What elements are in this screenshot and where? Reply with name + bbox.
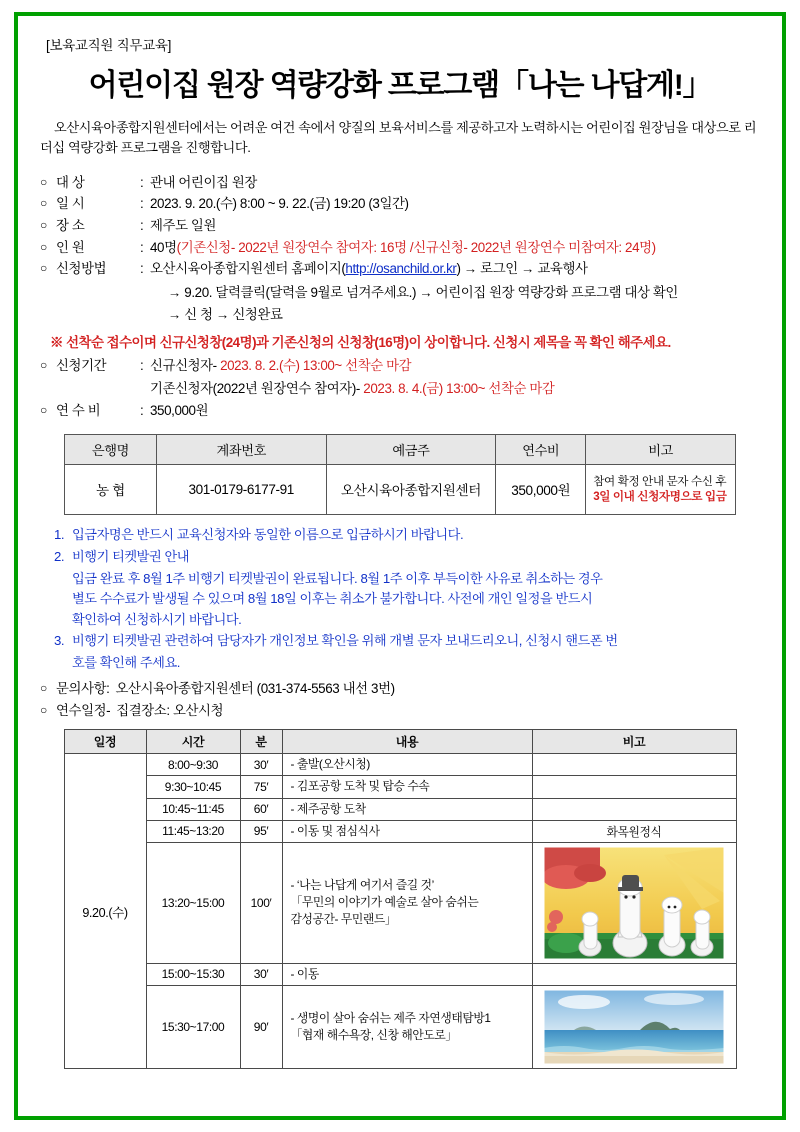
table-row [65,464,736,514]
term-2-sub-line-3: 확인하여 신청하시기 바랍니다. [72,612,242,628]
table-row [64,963,736,985]
footer-info-list [40,678,760,721]
colon: : [140,402,144,418]
colon: : [140,218,144,233]
bank-note-line-2: 3일 이내 신청자명으로 입금 [593,490,727,504]
moomin-land-photo [544,847,724,959]
schedule-duration-cell: 75′ [240,776,282,798]
people-count: 40명 [150,239,177,255]
table-header-row [65,434,736,464]
bank-col-header-bank: 은행명 [65,434,157,464]
info-row-gather [40,700,760,722]
schedule-duration-cell: 90′ [240,985,282,1068]
schedule-remark-cell [532,798,736,820]
info-row-inquiry [40,678,760,700]
content-line-1: - ‘나는 나답게 여기서 즐길 것’ [290,878,434,893]
term-number: 1. [54,526,65,542]
bank-col-header-note: 비고 [586,434,736,464]
sched-col-header-date: 일정 [64,730,146,754]
schedule-remark-cell [532,842,736,963]
content-line-2: 「협재 해수욕장, 신창 해안도로」 [290,1027,457,1042]
term-number: 2. [54,548,65,564]
schedule-content-cell: - 제주공항 도착 [282,798,532,820]
content-line-1: - 생명이 살아 숨쉬는 제주 자연생태탐방1 [290,1010,491,1025]
circle-bullet-icon: ○ [40,702,47,717]
circle-bullet-icon: ○ [40,261,47,276]
schedule-table-body [64,754,736,1068]
inquiry-value: 오산시육아종합지원센터 (031-374-5563 내선 3번) [115,680,395,696]
schedule-content-cell [282,985,532,1068]
fee-list [40,400,760,422]
bank-table-body [65,464,736,514]
circle-bullet-icon: ○ [40,357,47,372]
table-row [64,754,736,776]
jeju-beach-photo [544,990,724,1064]
bank-account-table [64,434,736,515]
info-value-people [150,237,760,259]
info-label-period: 신청기간 [56,357,107,373]
schedule-duration-cell: 95′ [240,820,282,842]
schedule-remark-cell [532,754,736,776]
table-row [64,798,736,820]
schedule-content-cell: - 출발(오산시청) [282,754,532,776]
info-row-period [40,355,760,377]
circle-bullet-icon: ○ [40,239,47,254]
term-number: 3. [54,633,65,649]
apply-step-line-3: → 신 청 → 신청완료 [168,306,283,322]
term-text: 비행기 티켓발권 관련하여 담당자가 개인정보 확인을 위해 개별 문자 보내드리오니, 신청시 핸드폰 번 [72,633,618,649]
info-value-fee: 350,000원 [150,402,209,418]
schedule-duration-cell: 60′ [240,798,282,820]
term-2-sub-line-1: 입금 완료 후 8월 1주 비행기 티켓발권이 완료됩니다. 8월 1주 이후 부득이한 사유로 취소하는 경우 [72,570,603,586]
bank-fee-cell: 350,000원 [496,464,586,514]
info-value-place: 제주도 일원 [150,218,216,233]
schedule-remark-cell: 화목원정식 [532,820,736,842]
sched-col-header-remark: 비고 [532,730,736,754]
bank-account-cell: 301-0179-6177-91 [156,464,326,514]
info-value-date: 2023. 9. 20.(수) 8:00 ~ 9. 22.(금) 19:20 (3일간) [150,196,409,212]
schedule-time-cell: 13:20~15:00 [146,842,240,963]
period-new-label: 신규신청자- [150,357,221,373]
period-existing-row [150,378,760,400]
schedule-table-head [64,730,736,754]
bank-holder-cell: 오산시육아종합지원센터 [326,464,496,514]
schedule-content-cell: - 이동 [282,963,532,985]
colon: : [140,174,144,190]
bank-col-header-holder: 예금주 [326,434,496,464]
period-new-value: 2023. 8. 2.(수) 13:00~ 선착순 마감 [220,357,412,373]
circle-bullet-icon: ○ [40,218,47,232]
table-row [64,842,736,963]
info-row-date [40,193,760,215]
info-label-place: 장 소 [56,218,85,233]
inquiry-label: 문의사항: [56,680,110,696]
colon: : [140,196,144,212]
term-item-1 [54,525,760,546]
schedule-table [64,729,737,1068]
page-title: 어린이집 원장 역량강화 프로그램「나는 나답게!」 [88,69,712,102]
sched-col-header-content: 내용 [282,730,532,754]
schedule-time-cell: 10:45~11:45 [146,798,240,820]
info-label-people: 인 원 [56,239,85,255]
content-line-2: 「무민의 이야기가 예술로 살아 숨쉬는 [290,895,479,910]
term-item-2 [54,547,760,568]
green-border-frame [14,12,786,1120]
bank-note-line-1: 참여 확정 안내 문자 수신 후 [593,474,727,488]
info-row-target [40,172,760,194]
schedule-content-cell: - 이동 및 점심식사 [282,820,532,842]
schedule-content-cell: - 김포공항 도착 및 탑승 수속 [282,776,532,798]
table-row [64,985,736,1068]
table-row [64,820,736,842]
schedule-time-cell: 15:30~17:00 [146,985,240,1068]
colon: : [140,261,144,277]
bank-note-cell [586,464,736,514]
gather-value: 집결장소: 오산시청 [116,702,224,718]
info-label-target: 대 상 [56,174,85,190]
sched-col-header-time: 시간 [146,730,240,754]
content-line-3: 감성공간- 무민랜드」 [290,912,397,927]
gather-label: 연수일정- [56,702,111,718]
people-breakdown: (기존신청- 2022년 원장연수 참여자: 16명 /신규신청- 2022년 원장연수 미참여자: 24명) [176,239,656,255]
circle-bullet-icon: ○ [40,402,47,417]
bank-name-cell: 농 협 [65,464,157,514]
info-label-fee: 연 수 비 [56,402,101,418]
info-list [40,172,760,281]
info-label-date: 일 시 [56,196,85,212]
info-row-apply [40,258,760,280]
term-3-sub-line-1: 호를 확인해 주세요. [72,655,180,671]
intro-paragraph: 오산시육아종합지원센터에서는 어려운 여건 속에서 양질의 보육서비스를 제공하고자 노력하시는 어린이집 원장님을 대상으로 리더십 역량강화 프로그램을 진행합니다. [40,120,757,155]
apply-text-pre: 오산시육아종합지원센터 홈페이지( [150,261,346,277]
period-existing-value: 2023. 8. 4.(금) 13:00~ 선착순 마감 [363,381,555,397]
schedule-time-cell: 8:00~9:30 [146,754,240,776]
bank-table-head [65,434,736,464]
apply-text-post: ) → 로그인 → 교육행사 [456,261,588,277]
schedule-duration-cell: 100′ [240,842,282,963]
schedule-time-cell: 9:30~10:45 [146,776,240,798]
bank-col-header-account: 계좌번호 [156,434,326,464]
info-value-apply [150,258,760,280]
term-text: 비행기 티켓발권 안내 [72,548,190,564]
schedule-duration-cell: 30′ [240,963,282,985]
bank-col-header-fee: 연수비 [496,434,586,464]
info-value-target: 관내 어린이집 원장 [150,174,257,190]
notice-text: ※ 선착순 접수이며 신규신청창(24명)과 기존신청의 신청창(16명)이 상이합니다. 신청시 제목을 꼭 확인 해주세요. [50,334,671,350]
schedule-time-cell: 11:45~13:20 [146,820,240,842]
schedule-content-cell [282,842,532,963]
schedule-remark-cell [532,985,736,1068]
table-header-row [64,730,736,754]
schedule-remark-cell [532,963,736,985]
document-kicker: [보육교직원 직무교육] [46,38,172,53]
period-list [40,355,760,377]
term-text: 입금자명은 반드시 교육신청자와 동일한 이름으로 입금하시기 바랍니다. [72,526,464,542]
homepage-link[interactable]: http://osanchild.or.kr [345,261,457,277]
table-row [64,776,736,798]
circle-bullet-icon: ○ [40,196,47,211]
schedule-time-cell: 15:00~15:30 [146,963,240,985]
term-2-sub-line-2: 별도 수수료가 발생될 수 있으며 8월 18일 이후는 취소가 불가합니다. 사전에 개인 일정을 반드시 [72,591,593,607]
circle-bullet-icon: ○ [40,680,47,695]
terms-list [54,525,760,674]
sched-col-header-duration: 분 [240,730,282,754]
apply-step-line-2: → 9.20. 달력클릭(달력을 9월로 넘겨주세요.) → 어린이집 원장 역량강화 프로그램 대상 확인 [168,285,678,301]
schedule-remark-cell [532,776,736,798]
info-row-place [40,215,760,237]
info-label-apply: 신청방법 [56,261,107,277]
period-existing-label: 기존신청자(2022년 원장연수 참여자)- [150,381,364,397]
term-item-3 [54,631,760,652]
info-value-period [150,355,760,377]
info-row-people [40,237,760,259]
schedule-date-cell: 9.20.(수) [64,754,146,1068]
colon: : [140,357,144,373]
info-row-fee [40,400,760,422]
circle-bullet-icon: ○ [40,174,47,189]
schedule-duration-cell: 30′ [240,754,282,776]
colon: : [140,239,144,255]
